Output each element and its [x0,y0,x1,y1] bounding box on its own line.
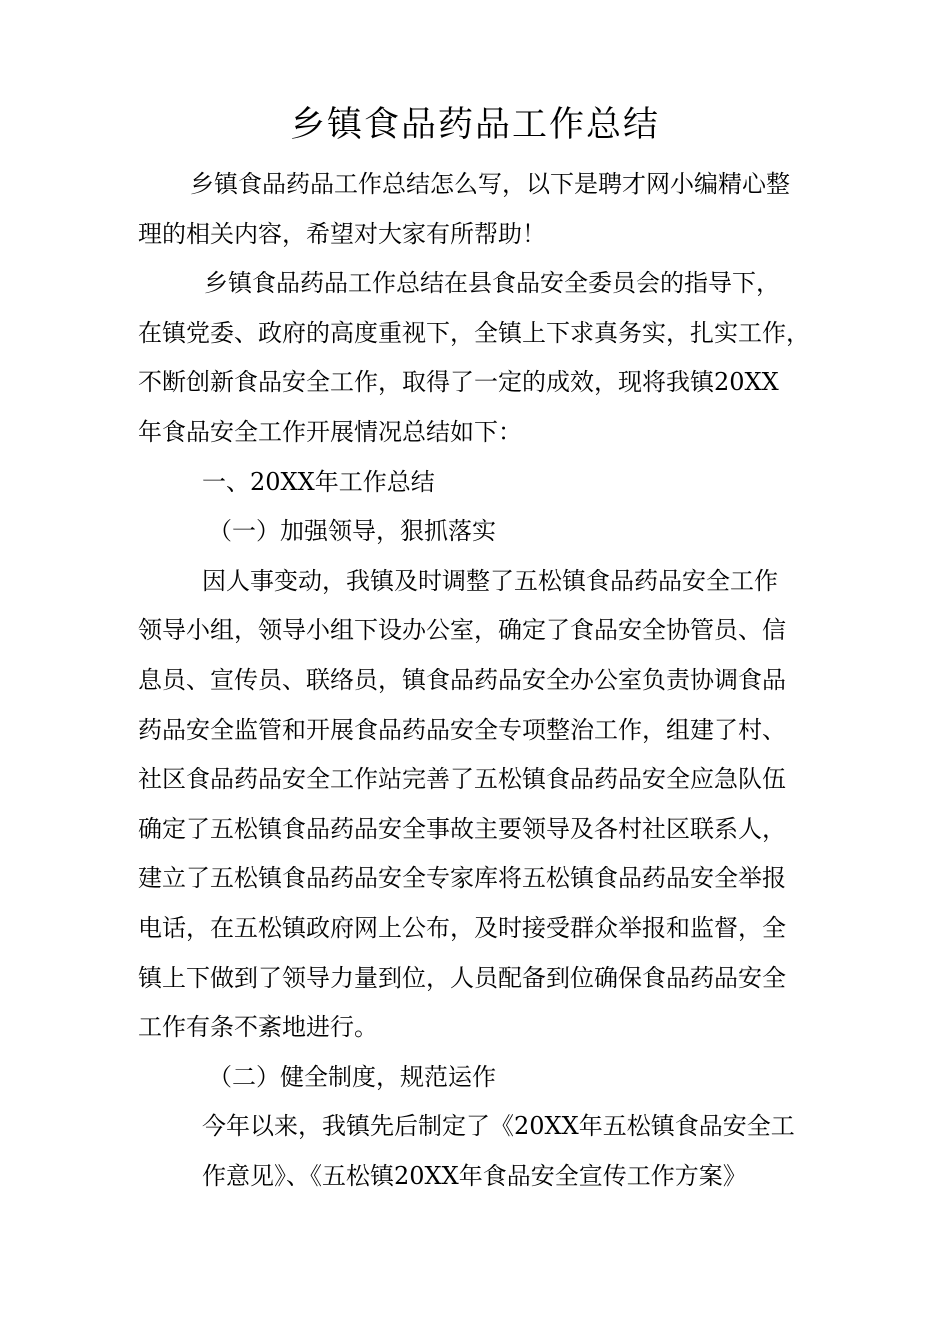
paragraph-line: 年食品安全工作开展情况总结如下： [138,417,522,446]
document-body [138,160,838,1201]
paragraph-line: 作意见》、《五松镇20XX年食品安全宣传工作方案》 [202,1161,747,1190]
paragraph-line: 在镇党委、政府的高度重视下，全镇上下求真务实，扎实工作， [138,318,810,347]
subsection-heading: （二）健全制度，规范运作 [208,1062,496,1091]
paragraph-line: 建立了五松镇食品药品安全专家库将五松镇食品药品安全举报 [138,864,786,893]
paragraph-line: 工作有条不紊地进行。 [138,1013,378,1042]
paragraph-line: 今年以来，我镇先后制定了《20XX年五松镇食品安全工 [202,1112,795,1141]
paragraph-line: 领导小组，领导小组下设办公室，确定了食品安全协管员、信 [138,616,786,645]
paragraph-line: 乡镇食品药品工作总结怎么写，以下是聘才网小编精心整 [190,170,790,198]
paragraph-line: 镇上下做到了领导力量到位，人员配备到位确保食品药品安全 [138,963,786,992]
paragraph-line: 电话，在五松镇政府网上公布，及时接受群众举报和监督，全 [138,913,786,942]
paragraph-line: 理的相关内容，希望对大家有所帮助！ [138,219,546,248]
paragraph-line: 息员、宣传员、联络员，镇食品药品安全办公室负责协调食品 [138,665,786,694]
subsection-heading: （一）加强领导，狠抓落实 [208,517,496,546]
paragraph-line: 社区食品药品安全工作站完善了五松镇食品药品安全应急队伍 [138,765,786,794]
paragraph-line: 确定了五松镇食品药品安全事故主要领导及各村社区联系人， [138,814,786,843]
section-heading: 一、20XX年工作总结 [202,467,435,496]
paragraph-line: 不断创新食品安全工作，取得了一定的成效，现将我镇20XX [138,368,779,397]
paragraph-line: 因人事变动，我镇及时调整了五松镇食品药品安全工作 [202,566,778,595]
paragraph-line: 乡镇食品药品工作总结在县食品安全委员会的指导下， [204,269,780,298]
paragraph-line: 药品安全监管和开展食品药品安全专项整治工作，组建了村、 [138,715,786,744]
document-title: 乡镇食品药品工作总结 [289,105,660,145]
